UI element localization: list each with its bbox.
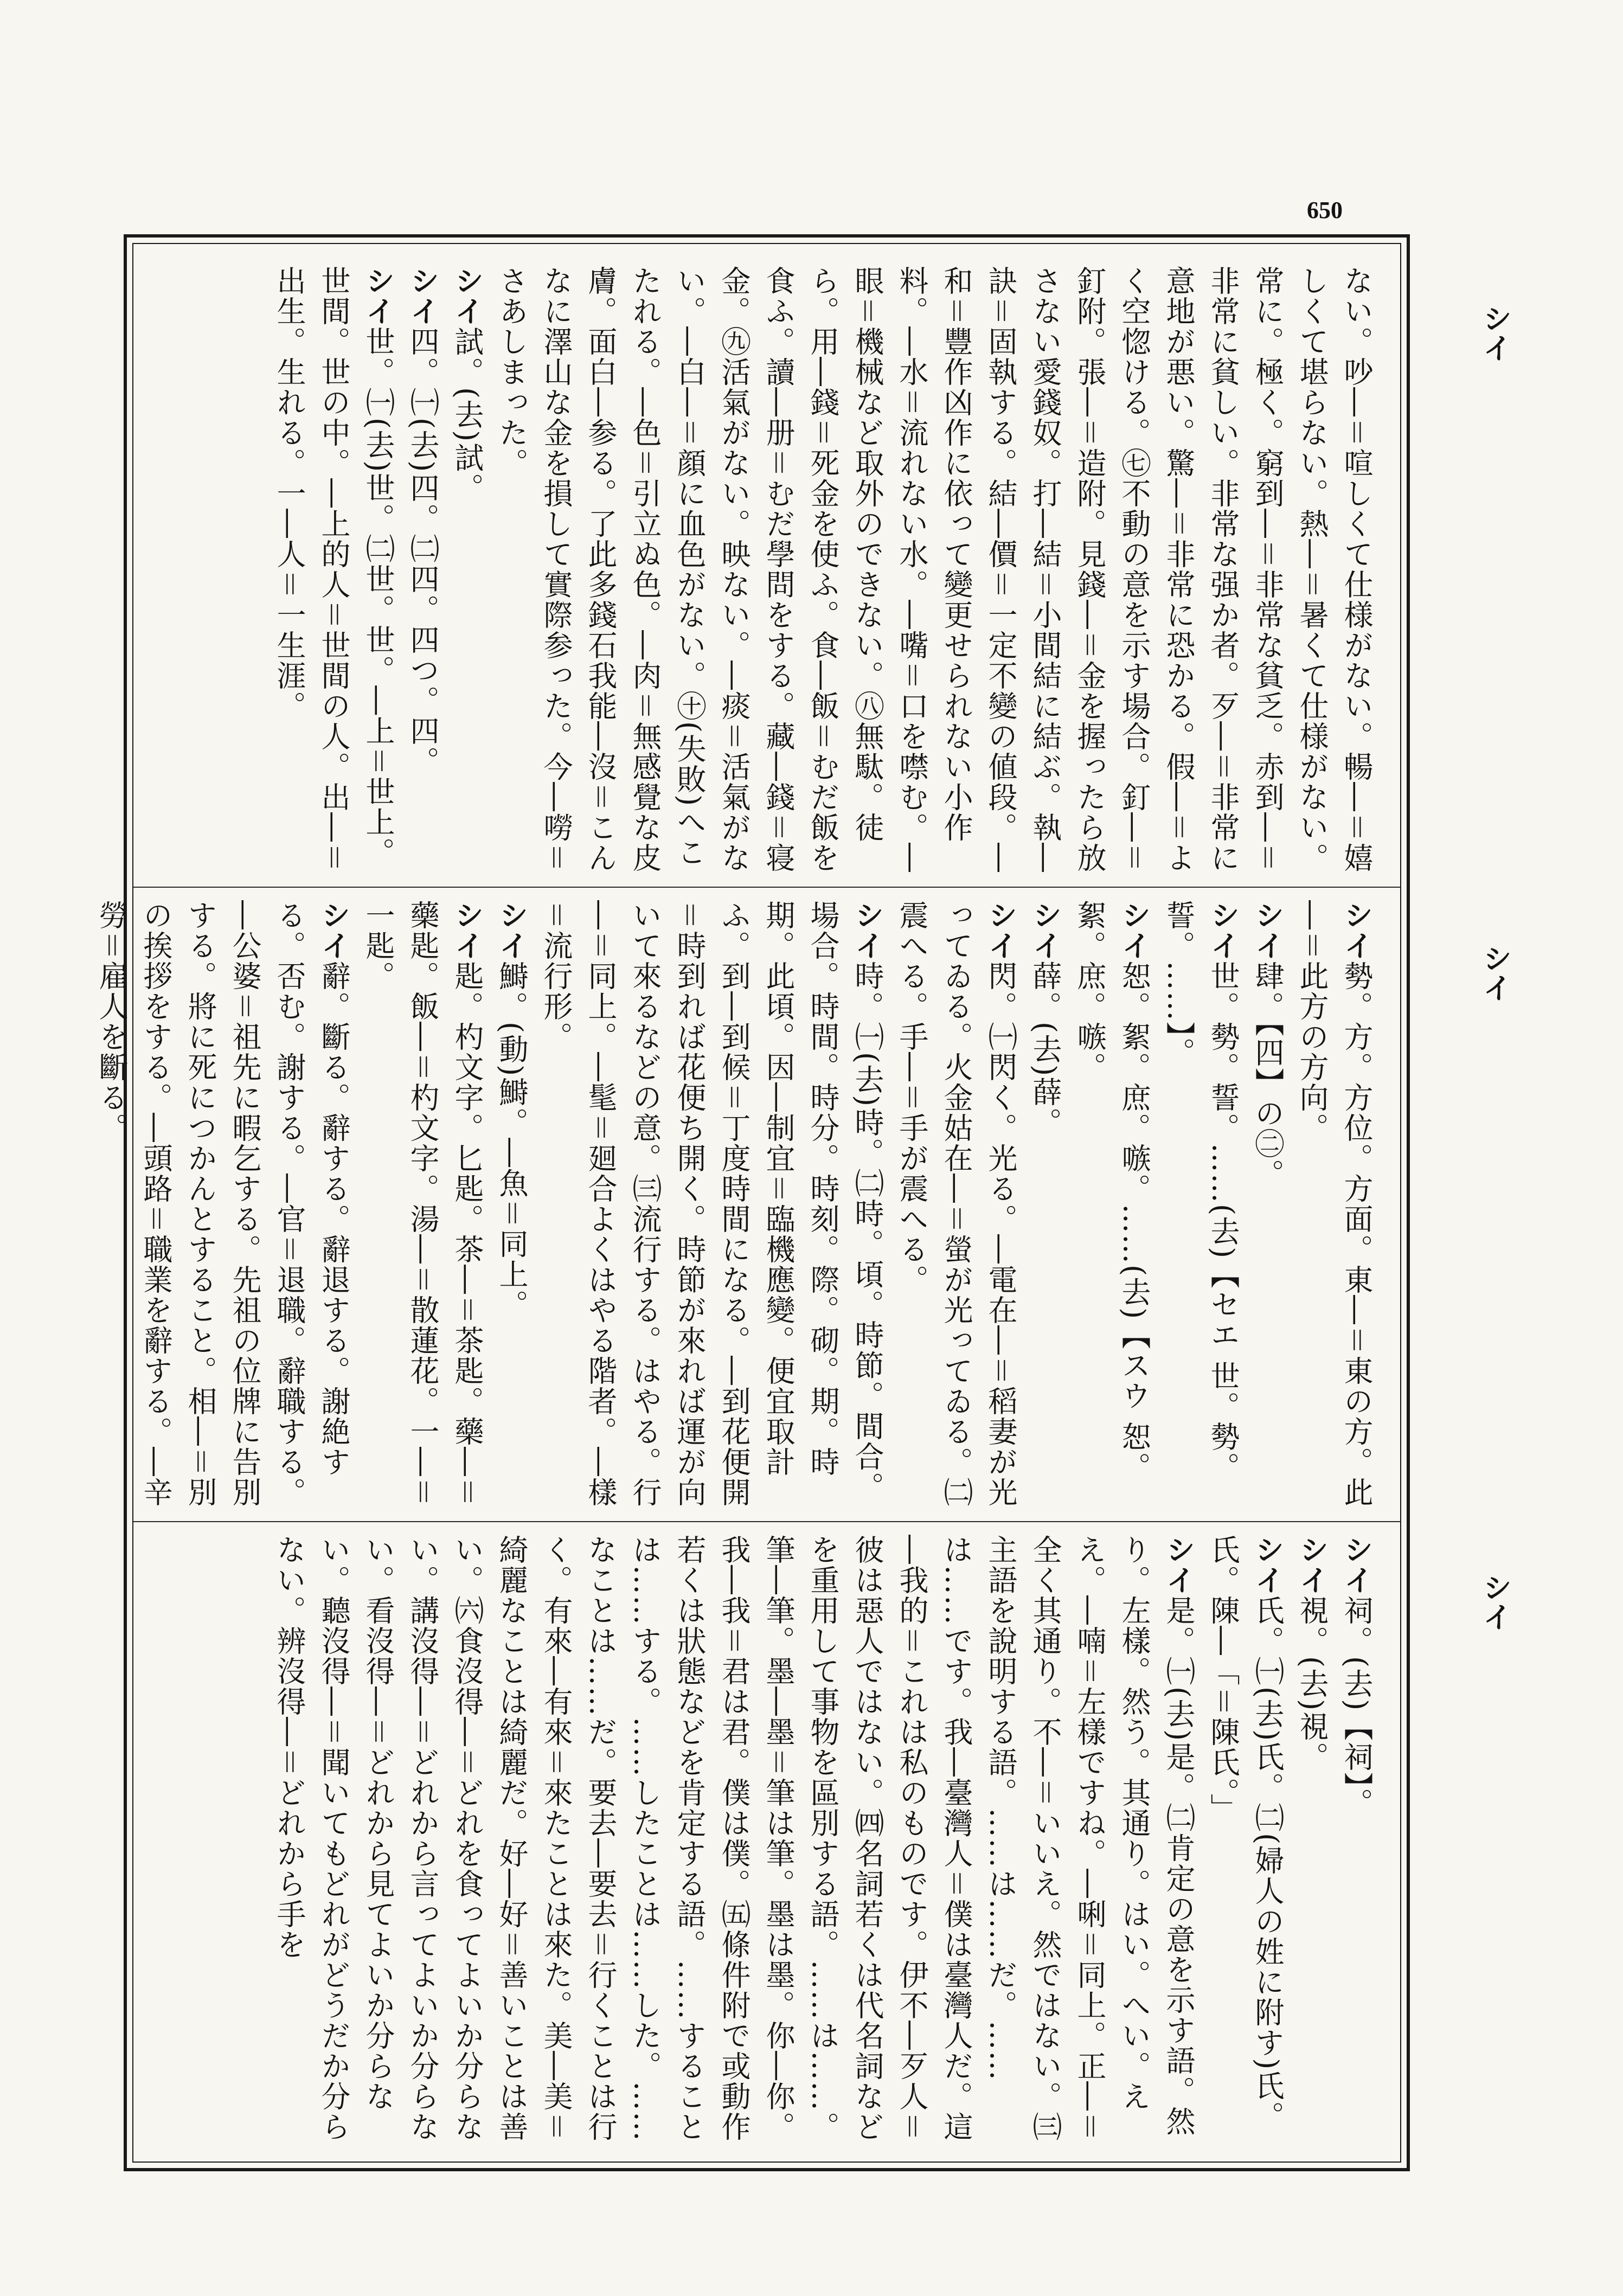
- entry-text: 閃。㈠閃く。光る。―電在―＝稻妻が光ってゐる。火金姑在―＝螢が光ってゐる。㈡震へる。手―＝手が震へる。: [895, 900, 1018, 1508]
- entry-headword: シイ: [1206, 900, 1240, 961]
- entry-headword: シイ: [495, 900, 529, 961]
- tier-top-text: [142, 266, 1378, 873]
- entry: [1156, 900, 1245, 1508]
- tier-divider: [133, 1521, 1400, 1522]
- entry-text: 肆。【四】の㊁。: [1250, 961, 1285, 1189]
- entry-headword: シイ: [1162, 1535, 1196, 1595]
- entry: [1290, 900, 1378, 1508]
- running-head-middle: シイ: [1478, 944, 1513, 1002]
- entry-text: 鰣。(動)鰣。―魚＝同上。: [495, 961, 529, 1320]
- tier-bottom: [133, 1535, 1400, 2147]
- entry-text: 祠。(去)【祠】。: [1339, 1595, 1374, 1819]
- entry-text: 試。(去)試。: [450, 326, 484, 504]
- entry: [889, 900, 1023, 1508]
- dictionary-frame: [94, 234, 1410, 2171]
- entry-headword: シイ: [1339, 900, 1374, 961]
- entry: [534, 900, 889, 1508]
- entry-headword: シイ: [450, 900, 484, 961]
- entry-text: 世。㈠(去)世。㈡世。世。―上＝世上。世間。世の中。―上的人＝世間の人。出―＝出生。生れる。一―人＝一生涯。: [272, 266, 395, 873]
- entry: [1290, 266, 1378, 873]
- entry-headword: シイ: [1250, 900, 1285, 961]
- entry-headword: シイ: [450, 266, 484, 326]
- entry: [1023, 900, 1067, 1508]
- frame-inner-border: [94, 243, 1401, 2163]
- entry-text: 世。勢。誓。……(去)【セエ 世。勢。誓。……】。: [1162, 900, 1240, 1483]
- entry-text: 勢。方。方位。方面。東―＝東の方。此―＝此方の方向。: [1295, 900, 1374, 1508]
- entry: [1201, 1535, 1290, 2147]
- entry-text: 薛。(去)薛。: [1028, 961, 1062, 1138]
- entry: [89, 900, 356, 1508]
- tier-middle: [94, 900, 1400, 1508]
- entry-headword: シイ: [1028, 900, 1062, 961]
- entry-text: 四。㈠(去)四。㈡四。四つ。四。: [406, 326, 440, 777]
- entry-headword: シイ: [361, 266, 395, 326]
- entry: [267, 1535, 1201, 2147]
- entry-text: 氏。㈠(去)氏。㈡(婦人の姓に附す)氏。氏。陳―「＝陳氏。」: [1206, 1535, 1285, 2132]
- entry: [267, 266, 400, 873]
- entry-text: 是。㈠(去)是。㈡肯定の意を示す語。然り。左樣。然う。其通り。はい。へい。ええ。―喃＝左樣ですね。―唎＝同上。正―＝全く其通り。不―＝いいえ。然ではない。㈢主語を說明する語。……は……だ。……は……です。我―臺灣人＝僕は臺灣人だ。這―我的＝これは私のものです。伊不―歹人＝彼は惡人ではない。㈣名詞若くは代名詞などを重用して事物を區別する語。……は……。筆―筆。墨―墨＝筆は筆。墨は墨。你―你。我―我＝君は君。僕は僕。㈤條件附で或動作若くは狀態などを肯定する語。……することは……する。……したことは……した。……なことは……だ。要去―要去＝行くことは行く。有來―有來＝來たことは來た。美―美＝綺麗なことは綺麗だ。好―好＝善いことは善い。㈥食沒得―＝どれを食ってよいか分らない。講沒得―＝どれから言ってよいか分らない。看沒得―＝どれから見てよいか分らない。聽沒得―＝聞いてもどれがどうだか分らない。辨沒得―＝どれから手を: [272, 1535, 1196, 2142]
- entry-text: 匙。杓文字。匕匙。茶―＝茶匙。藥―＝藥匙。飯―＝杓文字。湯―＝散蓮花。一―＝一匙。: [361, 900, 484, 1508]
- entry-headword: シイ: [1117, 900, 1151, 961]
- entry: [400, 266, 445, 873]
- tier-bottom-text: [142, 1535, 1378, 2147]
- tier-middle-text: [94, 900, 1378, 1508]
- entry-text: 視。(去)視。: [1295, 1595, 1329, 1773]
- tier-top: [133, 266, 1400, 873]
- entry-text: 常に。極く。窮到―＝非常な貧乏。赤到―＝非常に貧しい。非常な强か者。歹―＝非常に意地が悪い。驚―＝非常に恐かる。假―＝よく空惚ける。㊆不動の意を示す場合。釘―＝釘附。張―＝造附。見錢―＝金を握ったら放さない愛錢奴。打―結＝小間結に結ぶ。執―訣＝固執する。結―價＝一定不變の値段。―和＝豐作凶作に依って變更せられない小作料。―水＝流れない水。―嘴＝口を噤む。―眼＝機械など取外のできない。㊇無駄。徒ら。用―錢＝死金を使ふ。食―飯＝むだ飯を食ふ。讀―册＝むだ學問をする。藏―錢＝寝金。㊈活氣がない。映ない。―痰＝活氣がない。―白―＝顔に血色がない。㊉(失敗)へこたれる。―色＝引立ぬ色。―肉＝無感覺な皮膚。面白―参る。了此多錢石我能―沒＝こんなに澤山な金を損して實際参った。今―嘮＝さあしまった。: [495, 266, 1285, 873]
- entry-text: 辭。斷る。辭する。辭退する。謝絶する。否む。謝する。―官＝退職。辭職する。―公婆＝祖先に暇乞する。先祖の位牌に告別する。將に死につかんとすること。相―＝別の挨拶をする。―頭路＝職業を辭する。―辛勞＝雇人を斷る。: [94, 900, 351, 1508]
- entry: [1334, 1535, 1378, 2147]
- tier-divider: [133, 887, 1400, 888]
- entry: [1245, 900, 1290, 1508]
- entry: [1290, 1535, 1334, 2147]
- entry-text: 恕。絮。庶。嗾。……(去)【スウ 恕。絮。庶。嗾。: [1073, 900, 1151, 1483]
- entry-headword: シイ: [406, 266, 440, 326]
- running-head-bottom: シイ: [1478, 1573, 1513, 1631]
- page-number: 650: [1307, 197, 1343, 223]
- entry: [1067, 900, 1156, 1508]
- entry-headword: シイ: [1339, 1535, 1374, 1595]
- entry-text: 時。㈠(去)時。㈡時。頃。時節。間合。場合。時間。時分。時刻。際。砌。期。時期。此頃。因―制宜＝臨機應變。便宜取計ふ。到―到候＝丁度時間になる。―到花便開＝時到れば花便ち開く。時節が來れば運が向いて來るなどの意。㈢流行する。はやる。行―＝同上。―髦＝廻合よくはやる階者。―樣＝流行形。: [539, 900, 884, 1508]
- entry-headword: シイ: [984, 900, 1018, 961]
- entry-headword: シイ: [317, 900, 351, 961]
- entry-headword: シイ: [1250, 1535, 1285, 1595]
- entry: [445, 266, 489, 873]
- entry-headword: シイ: [850, 900, 884, 961]
- entry: [489, 266, 1290, 873]
- running-head-top: シイ: [1478, 304, 1513, 362]
- entry-text: ない。吵―＝喧しくて仕様がない。暢―＝嬉しくて堪らない。熱―＝暑くて仕様がない。: [1295, 266, 1374, 873]
- entry: [356, 900, 489, 1508]
- entry: [489, 900, 534, 1508]
- entry-headword: シイ: [1295, 1535, 1329, 1595]
